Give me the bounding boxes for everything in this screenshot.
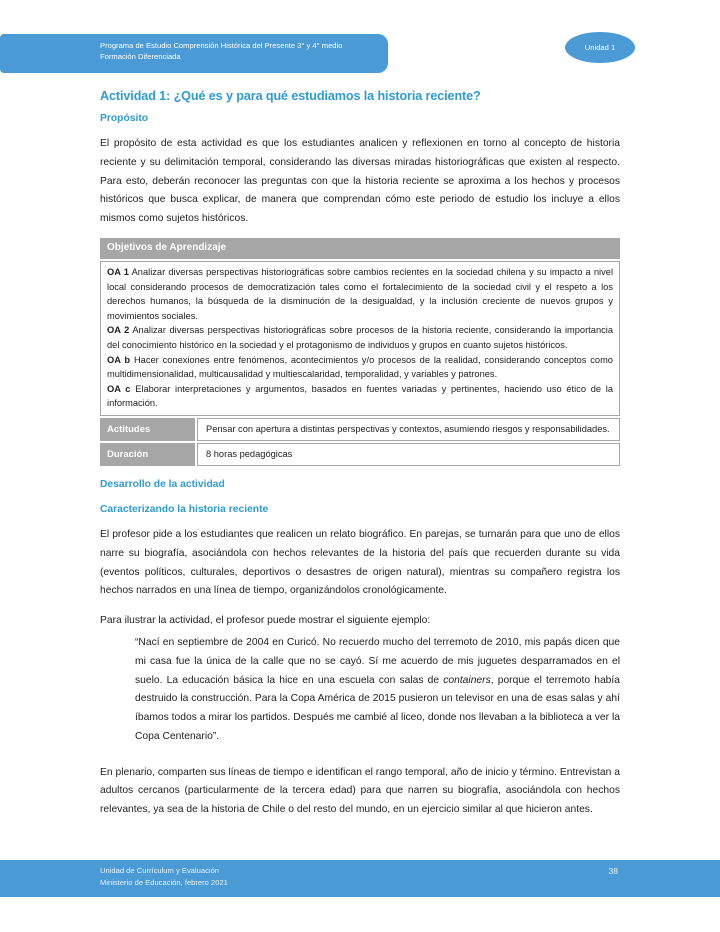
oa-item-1 — [107, 265, 613, 323]
activity-paragraph-1: El profesor pide a los estudiantes que realicen un relato biográfico. En parejas, se turnarán para que uno de ellos narre su biografía, asociándola con hechos relevantes de la historia del país que recuerden durante su vida (eventos políticos, culturales, deportivos o desastres de origen natural), mientras su compañero registra los hechos narrados en una línea de tiempo, organizándolos cronológicamente. — [100, 528, 620, 597]
proposito-heading: Propósito — [100, 113, 149, 124]
duracion-label: Duración — [100, 443, 195, 466]
oa-text-2: Analizar diversas perspectivas historiográficas sobre procesos de la historia reciente, considerando la importancia del conocimiento histórico en la sociedad y el protagonismo de individuos y grupos en cuanto sujetos históricos. — [107, 325, 613, 350]
desarrollo-heading: Desarrollo de la actividad — [100, 478, 225, 490]
oa-item-3 — [107, 353, 613, 382]
example-quote — [135, 634, 620, 747]
oa-table — [100, 238, 620, 466]
page-number: 38 — [608, 866, 618, 876]
unit-badge-label: Unidad 1 — [584, 43, 616, 52]
oa-text-4: Elaborar interpretaciones y argumentos, basados en fuentes variadas y pertinentes, haciendo uso ético de la información. — [107, 383, 614, 409]
duracion-value: 8 horas pedagógicas — [197, 443, 620, 466]
actitudes-label: Actitudes — [100, 418, 195, 441]
caracterizando-heading: Caracterizando la historia reciente — [100, 503, 269, 515]
program-title: Programa de Estudio Comprensión Histórica del Presente 3° y 4° medio — [100, 41, 343, 50]
oa-objectives-cell — [100, 261, 620, 416]
oa-code-2: OA 2 — [107, 325, 130, 336]
page-content — [100, 0, 620, 820]
actitudes-row — [100, 418, 620, 441]
quote-italic-word: containers — [443, 674, 491, 686]
example-intro: Para ilustrar la actividad, el profesor puede mostrar el siguiente ejemplo: — [100, 615, 431, 627]
oa-item-4 — [107, 382, 613, 411]
oa-code-1: OA 1 — [107, 266, 129, 277]
quote-text-start: “Nací en septiembre de 2004 en Curicó. No recuerdo mucho del terremoto de 2010, mis papás dicen que mi casa fue la única de la calle que no se cayó. Sí me acuerdo de mis juguetes desparramados en el suelo. La educación básica la hice en una escuela con salas de — [135, 636, 620, 686]
footer-org-line2: Ministerio de Educación, febrero 2021 — [100, 877, 228, 887]
footer-org-line1: Unidad de Currículum y Evaluación — [100, 866, 220, 875]
actitudes-value: Pensar con apertura a distintas perspectivas y contextos, asumiendo riesgos y responsabilidades. — [197, 418, 620, 441]
oa-code-3: OA b — [107, 354, 131, 365]
oa-item-2 — [107, 323, 613, 352]
activity-paragraph-2: En plenario, comparten sus líneas de tiempo e identifican el rango temporal, año de inicio y término. Entrevistan a adultos cercanos (particularmente de la tercera edad) para que narren su biografía, asociándola con hechos relevantes, ya sea de la historia de Chile o del resto del mundo, en un ejercicio similar al que hicieron antes. — [100, 766, 620, 816]
proposito-paragraph: El propósito de esta actividad es que los estudiantes analicen y reflexionen en torno al concepto de historia reciente y su delimitación temporal, considerando las diversas miradas historiográficas que existen al respecto. Para esto, deberán reconocer las preguntas con que la historia reciente se aproxima a los hechos y procesos históricos que busca explicar, de manera que comprendan cómo este periodo de estudio los incluye a ellos mismos como sujetos históricos. — [100, 138, 620, 225]
activity-title: Actividad 1: ¿Qué es y para qué estudiamos la historia reciente? — [100, 89, 481, 103]
oa-table-header: Objetivos de Aprendizaje — [100, 238, 620, 259]
footer-bar — [0, 860, 720, 897]
oa-code-4: OA c — [107, 383, 131, 394]
program-subtitle: Formación Diferenciada — [100, 52, 181, 61]
oa-text-3: Hacer conexiones entre fenómenos, acontecimientos y/o procesos de la realidad, considerando conceptos como multidimensionalidad, multicausalidad y multiescalaridad, temporalidad, y variables y patrones. — [107, 354, 613, 380]
quote-text-end: , porque el terremoto había destruido la construcción. Para la Copa América de 2015 pusieron un televisor en una de esas salas y ahí íbamos todos a mirar los partidos. Después me cambié al liceo, donde nos llevaban a la biblioteca a ver la Copa Centenario”. — [135, 674, 620, 742]
duracion-row — [100, 443, 620, 466]
oa-text-1: Analizar diversas perspectivas historiográficas sobre cambios recientes en la sociedad chilena y su impacto a nivel local considerando procesos de democratización tales como el fortalecimiento de la sociedad civil y el respeto a los derechos humanos, la búsqueda de la disminución de la desigualdad, y la inclusión creciente de nuevos grupos y movimientos sociales. — [107, 266, 614, 321]
